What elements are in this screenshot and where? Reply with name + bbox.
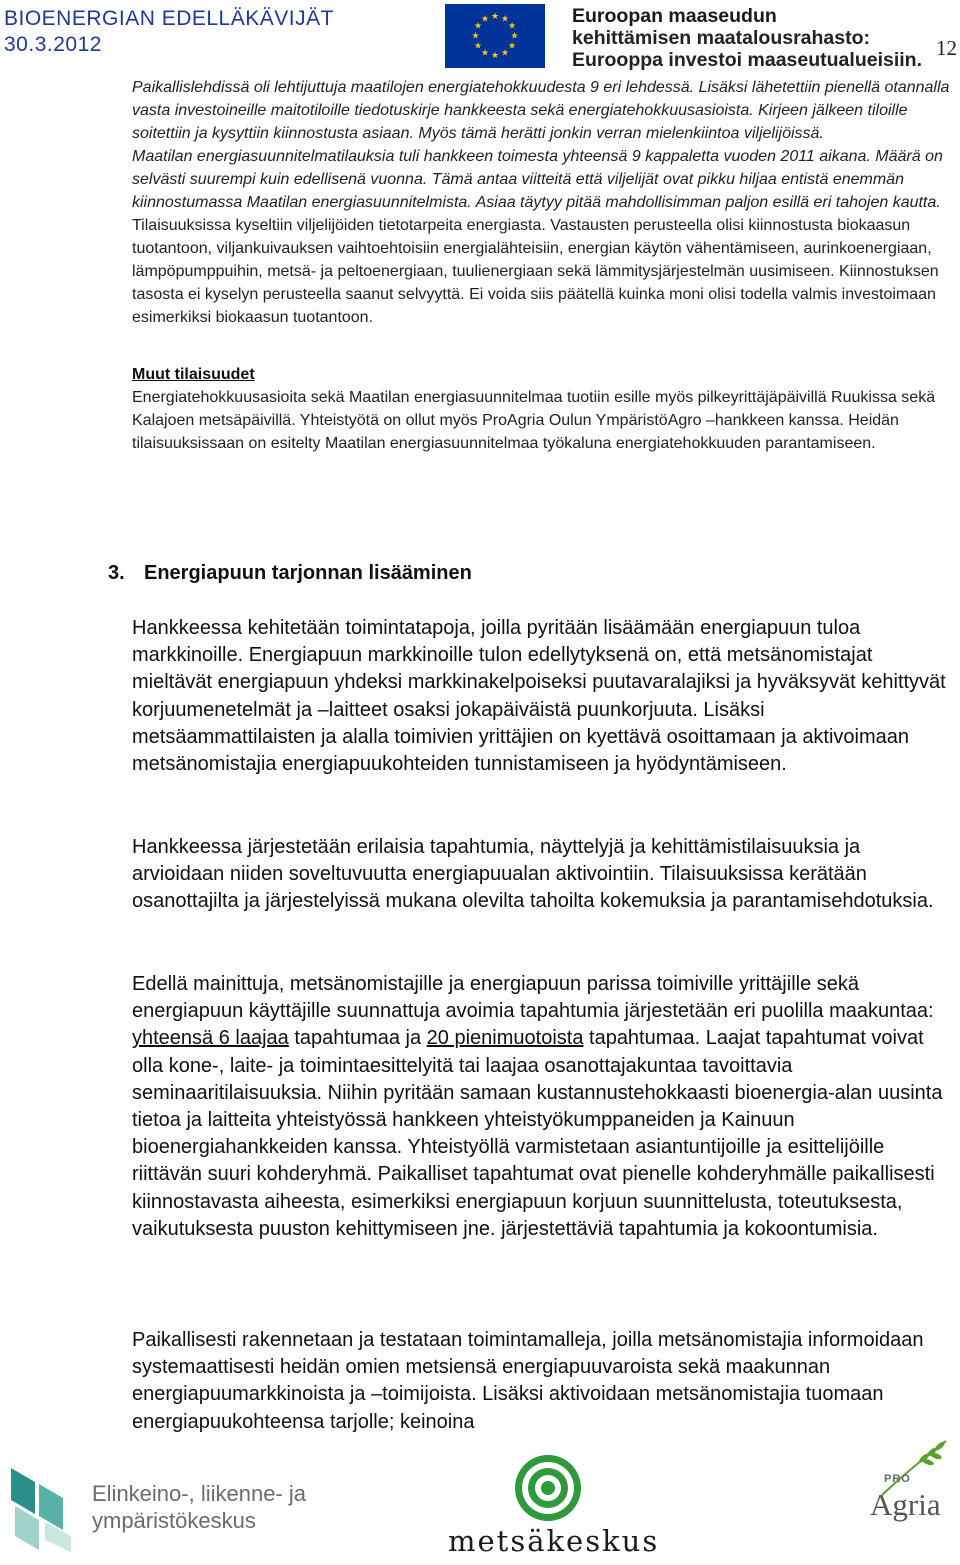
para3-underline-large-events: yhteensä 6 laajaa bbox=[132, 1027, 289, 1050]
para3-underline-small-events: 20 pienimuotoista bbox=[426, 1027, 584, 1050]
svg-text:★: ★ bbox=[471, 31, 480, 42]
ely-line-2: ympäristökeskus bbox=[92, 1508, 256, 1533]
para3-text-a: Edellä mainittuja, metsänomistajille ja energiapuun parissa toimiville yrittäjille sekä energiapuun käyttäjille suunnattuja avoimia tapahtumia järjestetään eri puolilla maakuntaa: bbox=[132, 973, 934, 1023]
svg-text:★: ★ bbox=[500, 14, 510, 25]
svg-text:★: ★ bbox=[507, 21, 517, 32]
section-paragraph-2: Hankkeessa järjestetään erilaisia tapahtumia, näyttelyjä ja kehittämistilaisuuksia ja arvioidaan niiden soveltuvuutta energiapuualan aktivointiin. Tilaisuuksissa kerätään osanottajilta ja järjestelyissä mukana olevilta tahoilta kokemuksia ja parantamisehdotuksia. bbox=[132, 836, 934, 913]
svg-text:★: ★ bbox=[507, 41, 517, 52]
eu-flag-icon bbox=[445, 4, 545, 68]
section-paragraph-4: Paikallisesti rakennetaan ja testataan toimintamalleja, joilla metsänomistajia informoidaan systemaattisesti heidän omien metsiensä energiapuuvaroista sekä maakunnan energiapuumarkkinoista ja –toimijoista. Lisäksi aktivoidaan metsänomistajia tuomaan energiapuukohteensa tarjolle; keinoina bbox=[132, 1329, 924, 1433]
section-heading bbox=[108, 562, 472, 585]
eu-fund-text bbox=[572, 5, 922, 71]
svg-text:★: ★ bbox=[480, 48, 490, 59]
metsakeskus-rings-icon bbox=[448, 1452, 648, 1524]
document-title: BIOENERGIAN EDELLÄKÄVIJÄT bbox=[4, 7, 334, 30]
upper-content bbox=[132, 76, 954, 455]
para3-text-c: tapahtumaa. Laajat tapahtumat voivat olla kone-, laite- ja toimintaesittelyitä tai laajaa osanottajakuntaa tavoittavia seminaaritilaisuuksia. Niihin pyritään samaan kustannustehokkaasti bioenergia-alan uusinta tietoa ja laitteita yhteistyössä hankkeen yhteistyökumppaneiden ja Kainuun bioenergiahankkeiden kanssa. Yhteistyöllä varmistetaan asiantuntijoille ja esittelijöille riittävän suuri kohderyhmä. Paikalliset tapahtumat ovat pienelle kohderyhmälle paikallisesti kiinnostavasta aiheesta, esimerkiksi energiapuun korjuun suunnittelusta, toteutuksesta, vaikutuksesta puuston kehittymiseen jne. järjestettäviä tapahtumia ja kokoontumisia. bbox=[132, 1027, 943, 1240]
svg-text:★: ★ bbox=[500, 48, 510, 59]
svg-text:★: ★ bbox=[473, 21, 483, 32]
proagria-wordmark: Agria bbox=[870, 1487, 941, 1522]
other-events-paragraph: Energiatehokkuusasioita sekä Maatilan energiasuunnitelmaa tuotiin esille myös pilkeyrittäjäpäivillä Ruukissa sekä Kalajoen metsäpäivillä. Yhteistyötä on ollut myös ProAgria Oulun YmpäristöAgro –hankkeen kanssa. Heidän tilaisuuksissaan on esitelty Maatilan energiasuunnitelmaa työkaluna energiatehokkuuden parantamiseen. bbox=[132, 389, 936, 452]
other-events-heading: Muut tilaisuudet bbox=[132, 366, 255, 383]
svg-text:★: ★ bbox=[490, 12, 500, 22]
header-left bbox=[4, 6, 334, 58]
para3-text-b: tapahtumaa ja bbox=[288, 1027, 427, 1050]
eu-line-3: Eurooppa investoi maaseutualueisiin. bbox=[572, 49, 923, 71]
svg-text:★: ★ bbox=[480, 14, 490, 25]
eu-line-2: kehittämisen maatalousrahasto: bbox=[572, 27, 871, 49]
section-title: Energiapuun tarjonnan lisääminen bbox=[144, 562, 472, 584]
italic-paragraph: Paikallislehdissä oli lehtijuttuja maatilojen energiatehokkuudesta 9 eri lehdessä. Lisäksi lähetettiin pienellä otannalla vasta investoineille maitotiloille tiedotuskirje hankkeesta sekä energiatehokkuusasioista. Kirjeen jälkeen tiloille soitettiin ja kysyttiin kiinnostusta asiaan. Myös tämä herätti jonkin verran mielenkiintoa viljelijöissä. bbox=[132, 79, 950, 142]
metsakeskus-wordmark: metsäkeskus bbox=[448, 1524, 660, 1558]
proagria-pro-text: PRO bbox=[884, 1473, 911, 1485]
section-number: 3. bbox=[108, 562, 125, 584]
svg-text:★: ★ bbox=[473, 41, 483, 52]
svg-text:★: ★ bbox=[510, 31, 519, 42]
ely-text bbox=[92, 1480, 306, 1534]
eu-line-1: Euroopan maaseudun bbox=[572, 5, 777, 27]
document-date: 30.3.2012 bbox=[4, 33, 102, 56]
ely-line-1: Elinkeino-, liikenne- ja bbox=[92, 1481, 306, 1506]
svg-text:★: ★ bbox=[490, 51, 500, 61]
proagria-logo bbox=[862, 1437, 952, 1547]
section-paragraph-1: Hankkeessa kehitetään toimintatapoja, joilla pyritään lisäämään energiapuun tuloa markkinoille. Energiapuun markkinoille tulon edellytyksenä on, että metsänomistajat mieltävät energiapuun yhdeksi markkinakelpoiseksi puutavaralajiksi ja hyväksyvät kehittyvät korjuumenetelmät ja –laitteet osaksi jokapäiväistä puunkorjuuta. Lisäksi metsäammattilaisten ja alalla toimivien yrittäjien on kyettävä osoittamaan ja aktivoimaan metsänomistajia energiapuukohteiden tunnistamiseen ja hyödyntämiseen. bbox=[132, 617, 946, 776]
metsakeskus-logo bbox=[448, 1452, 660, 1562]
survey-paragraph: Tilaisuuksissa kyseltiin viljelijöiden tietotarpeita energiasta. Vastausten perusteella olisi kiinnostusta biokaasun tuotantoon, viljankuivauksen vaihtoehtoisiin energialähteisiin, energian käytön vähentämiseen, aurinkoenergiaan, lämpöpumppuihin, metsä- ja peltoenergiaan, tuulienergiaan sekä lämmitysjärjestelmän uusimiseen. Kiinnostuksen tasosta ei kyselyn perusteella saanut selvyyttä. Ei voida siis päätellä kuinka moni olisi todella valmis investoimaan esimerkiksi biokaasun tuotantoon. bbox=[132, 217, 939, 326]
ely-logo bbox=[5, 1458, 335, 1558]
page-number: 12 bbox=[936, 36, 957, 60]
ely-emblem-icon bbox=[5, 1464, 81, 1554]
section-paragraph-3 bbox=[132, 971, 952, 1243]
italic-paragraph: Maatilan energiasuunnitelmatilauksia tuli hankkeen toimesta yhteensä 9 kappaletta vuoden 2011 aikana. Määrä on selvästi suurempi kuin edellisenä vuonna. Tämä antaa viitteitä että viljelijät ovat pikku hiljaa entistä enemmän kiinnostumassa Maatilan energiasuunnitelmista. Asiaa täytyy pitää mahdollisimman paljon esillä eri tahojen kautta. bbox=[132, 148, 943, 211]
